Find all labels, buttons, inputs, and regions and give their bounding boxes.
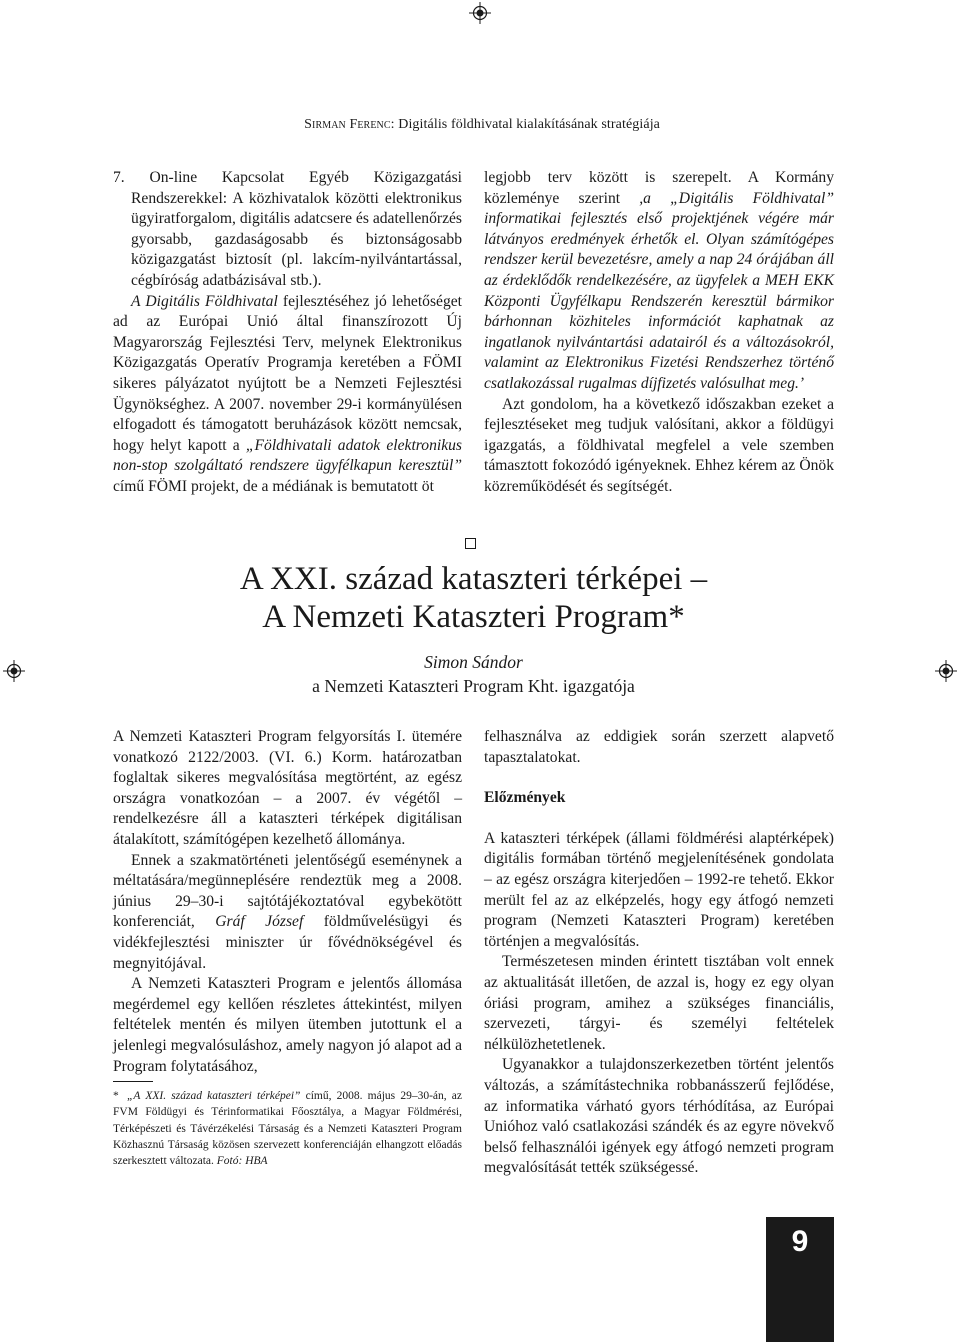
paragraph: Azt gondolom, ha a következő időszakban ezeket a fejlesztéseket meg tudjuk valósítani, akkor a földügyi igazgatás, a földhivatal megfelel a vele szemben támasztott fokozódó igényeknek. Ehhez kérem az Önök közreműködését és segítségét. [484,395,834,495]
paragraph: A Nemzeti Kataszteri Program felgyorsítás I. ütemére vonatkozó 2122/2003. (VI. 6.) Korm. határozatban foglaltak sikeres megvalósítása megtörtént, az egész országra vonatkozóan – a 2007. év végétől – rendelkezésre áll a kataszteri térképek digitálisan átalakított, számítógépen kezelhető állománya. [113,728,462,848]
registration-mark-icon [469,2,491,24]
italic-project-title: „Földhivatali adatok elektronikus non-stop szolgáltató rendszere ügyfélkapun keresztül” [113,436,462,475]
footnote [113,1088,462,1169]
article-author [113,650,834,698]
footnote-marker: * [113,1090,119,1102]
article-title [113,560,834,636]
footnote-rule [113,1081,153,1082]
text-run: című FÖMI projekt, de a médiának is bemutatott öt [113,477,434,495]
registration-mark-icon [935,660,957,682]
page-number-tab [766,1217,834,1342]
section-heading: Előzmények [484,789,566,807]
italic-term: A Digitális Földhivatal [131,292,278,310]
italic-quote: ,a „Digitális Földhivatal” informatikai fejlesztés első projektjének végére már látványos eredmények érhetők el. Olyan számítógépes rendszer kerül bevezetésre, amely a nap 24 órájában áll az érdeklődők rendelkezésére, az ügyfelek a MEH EKK Központi Ügyfélkapu Rendszerén keresztül bármikor bárhonnan közhiteles információt kaphatnak az ingatlanok nyilvántartási adatairól és a változásokról, valamint az Elektronikus Fizetési Rendszerhez történő csatlakozással rugalmas díjfizetés valósulhat meg.’ [484,189,835,392]
header-author: Sirman Ferenc [304,117,391,132]
article-column-right [484,727,834,1179]
running-header [304,117,660,133]
text-run: Ennek a szakmatörténeti jelentőségű eseménynek a méltatására/megünneplésére rendeztük meg a 2008. június 29–30-i sajtótájékoztatóval egybekötött konferenciát, [113,851,462,931]
list-item-7: 7. On-line Kapcsolat Egyéb Közigazgatási Rendszerekkel: A közhivatalok közötti elektronikus ügyiratforgalom, digitális adatcsere és adatellenőrzés gyorsabb, gazdaságosabb és biztonságosabb közigazgatást biztosít (pl. lakcím-nyilvántartással, cégbíróság adatbázisával stb.). [113,169,462,289]
end-of-article-mark [465,538,476,549]
text-run: legjobb terv között is szerepelt. A Kormány közleménye szerint [484,169,834,207]
paragraph: A Nemzeti Kataszteri Program e jelentős állomása megérdemel egy kellően részletes áttekintést, milyen feltételek mentén és milyen ütemben jutottunk el a jelenlegi megvalósuláshoz, amely nagyon jó alapot ad a Program folytatásához, [113,975,462,1075]
paragraph: felhasználva az eddigiek során szerzett alapvető tapasztalatokat. [484,728,834,766]
paragraph: Ugyanakkor a tulajdonszerkezetben történt jelentős változás, a számítástechnika robbanásszerű fejlődése, az informatika várható gyors térhódítása, az Európai Unióhoz való csatlakozási szándék és az egyre növekvő belső felhasználói igények egy átfogó nemzeti program megvalósítását tették szükségessé. [484,1056,834,1177]
prev-article-column-left [113,168,462,498]
header-title: : Digitális földhivatal kialakításának stratégiája [390,117,660,132]
footnote-title: „A XXI. század kataszteri térképei” [127,1090,301,1102]
paragraph [113,851,462,975]
italic-person-name: Gráf József [215,913,304,931]
paragraph [113,292,462,498]
author-role: a Nemzeti Kataszteri Program Kht. igazgatója [312,676,635,696]
article-column-left [113,727,462,1077]
title-line-1: A XXI. század kataszteri térképei – [239,561,708,597]
prev-article-column-right [484,168,834,498]
title-line-2: A Nemzeti Kataszteri Program* [262,599,685,635]
registration-mark-icon [3,660,25,682]
paragraph: Természetesen minden érintett tisztában volt ennek az aktualitását illetően, de azzal is, hogy ez egy olyan óriási program, amihez a szükséges financiális, szervezeti, tárgyi- és személyi feltételek nélkülözhetetlenek. [484,953,834,1053]
text-run: fejlesztéséhez jó lehetőséget ad az Európai Unió által finanszírozott Új Magyarország Fejlesztési Terv, melynek Elektronikus Közigazgatás Operatív Programja keretében a FÖMI sikeres pályázatot nyújtott be a Nemzeti Fejlesztési Ügynökséghez. A 2007. november 29-i kormányülésen elfogadott és támogatott beruházások között nemcsak, hogy helyt kapott a [113,292,462,454]
page-number: 9 [791,1225,809,1258]
paragraph [484,168,834,395]
footnote-text: című, 2008. május 29–30-án, az FVM Földügyi és Térinformatikai Főosztálya, a Magyar Földmérési, Térképészeti és Távérzékelési Társaság és a Nemzeti Kataszteri Program Közhasznú Társaság közösen szervezett konferenciáján elhangzott előadás szerkesztett változata. [113,1090,463,1168]
footnote-photo-credit: Fotó: HBA [216,1155,268,1168]
author-name: Simon Sándor [424,652,523,672]
text-run: földművelésügyi és vidékfejlesztési miniszter úr fővédnökségével és megnyitójával. [113,913,462,972]
paragraph: A kataszteri térképek (állami földmérési alaptérképek) digitális formában történő megjelenítésének gondolata – az egész országra kiterjedően – 1992-re tehető. Ekkor merült fel az az elképzelés, hogy egy átfogó nemzeti program (Nemzeti Kataszteri Program) keretében történjen a megvalósítás. [484,829,834,950]
